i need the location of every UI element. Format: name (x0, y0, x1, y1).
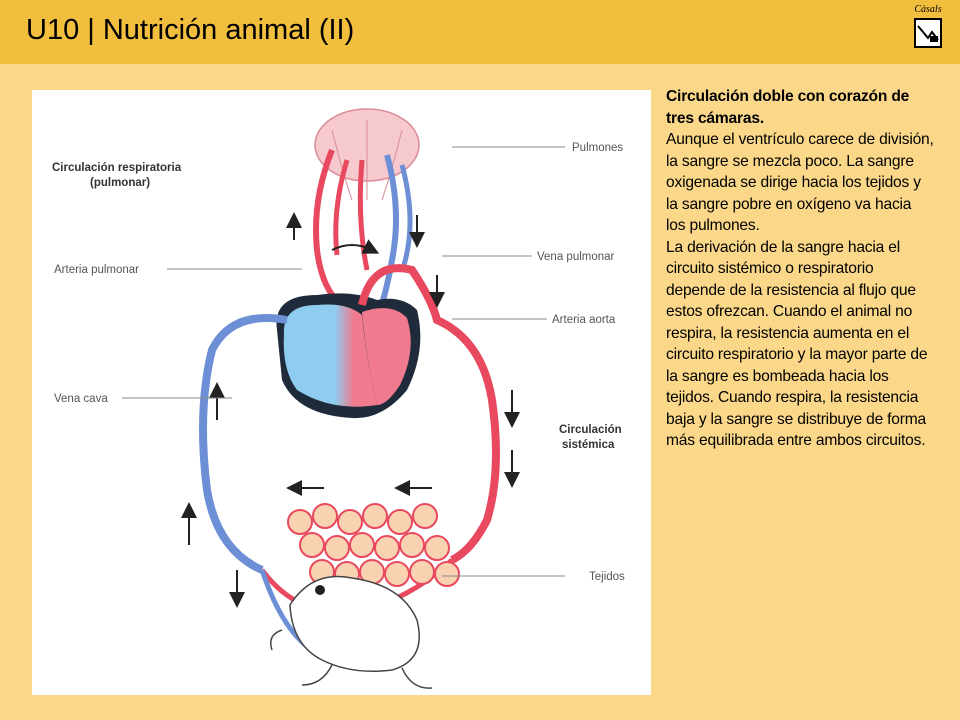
heart (277, 293, 421, 418)
casals-logo (908, 4, 948, 52)
diagram-svg (32, 90, 651, 695)
description-heading: Circulación doble con corazón de tres cámaras. (666, 88, 910, 127)
logo-text: Càsals (914, 4, 942, 15)
label-pulmonar: (pulmonar) (90, 177, 151, 189)
label-pulmones: Pulmones (572, 142, 624, 154)
label-tejidos: Tejidos (589, 571, 625, 583)
label-circulacion-respiratoria: Circulación respiratoria (52, 162, 182, 174)
label-vena-pulmonar: Vena pulmonar (537, 251, 615, 263)
header-bar (0, 0, 960, 64)
label-circulacion-sistemica-1: Circulación (559, 424, 622, 436)
circulation-diagram (32, 90, 651, 695)
description-text (666, 86, 934, 452)
description-paragraph-2: La derivación de la sangre hacia el circuito sistémico o respiratorio depende de la resistencia al flujo que estos ofrezcan. Cuando el animal no respira, la resistencia aumenta en el circuito respiratorio y la mayor parte de la sangre es bombeada hacia los tejidos. Cuando respira, la resistencia baja y la sangre se distribuye de forma más equilibrada entre ambos circuitos. (666, 238, 928, 449)
page-title: U10 | Nutrición animal (II) (26, 14, 355, 46)
label-arteria-pulmonar: Arteria pulmonar (54, 264, 140, 276)
logo-icon (914, 18, 942, 48)
label-vena-cava: Vena cava (54, 393, 108, 405)
label-arteria-aorta: Arteria aorta (552, 314, 616, 326)
tissue-cells (288, 504, 459, 586)
label-circulacion-sistemica-2: sistémica (562, 439, 615, 451)
description-paragraph-1: Aunque el ventrículo carece de división, la sangre se mezcla poco. La sangre oxigenada se dirige hacia los tejidos y la sangre pobre en oxígeno va hacia los pulmones. (666, 131, 934, 234)
